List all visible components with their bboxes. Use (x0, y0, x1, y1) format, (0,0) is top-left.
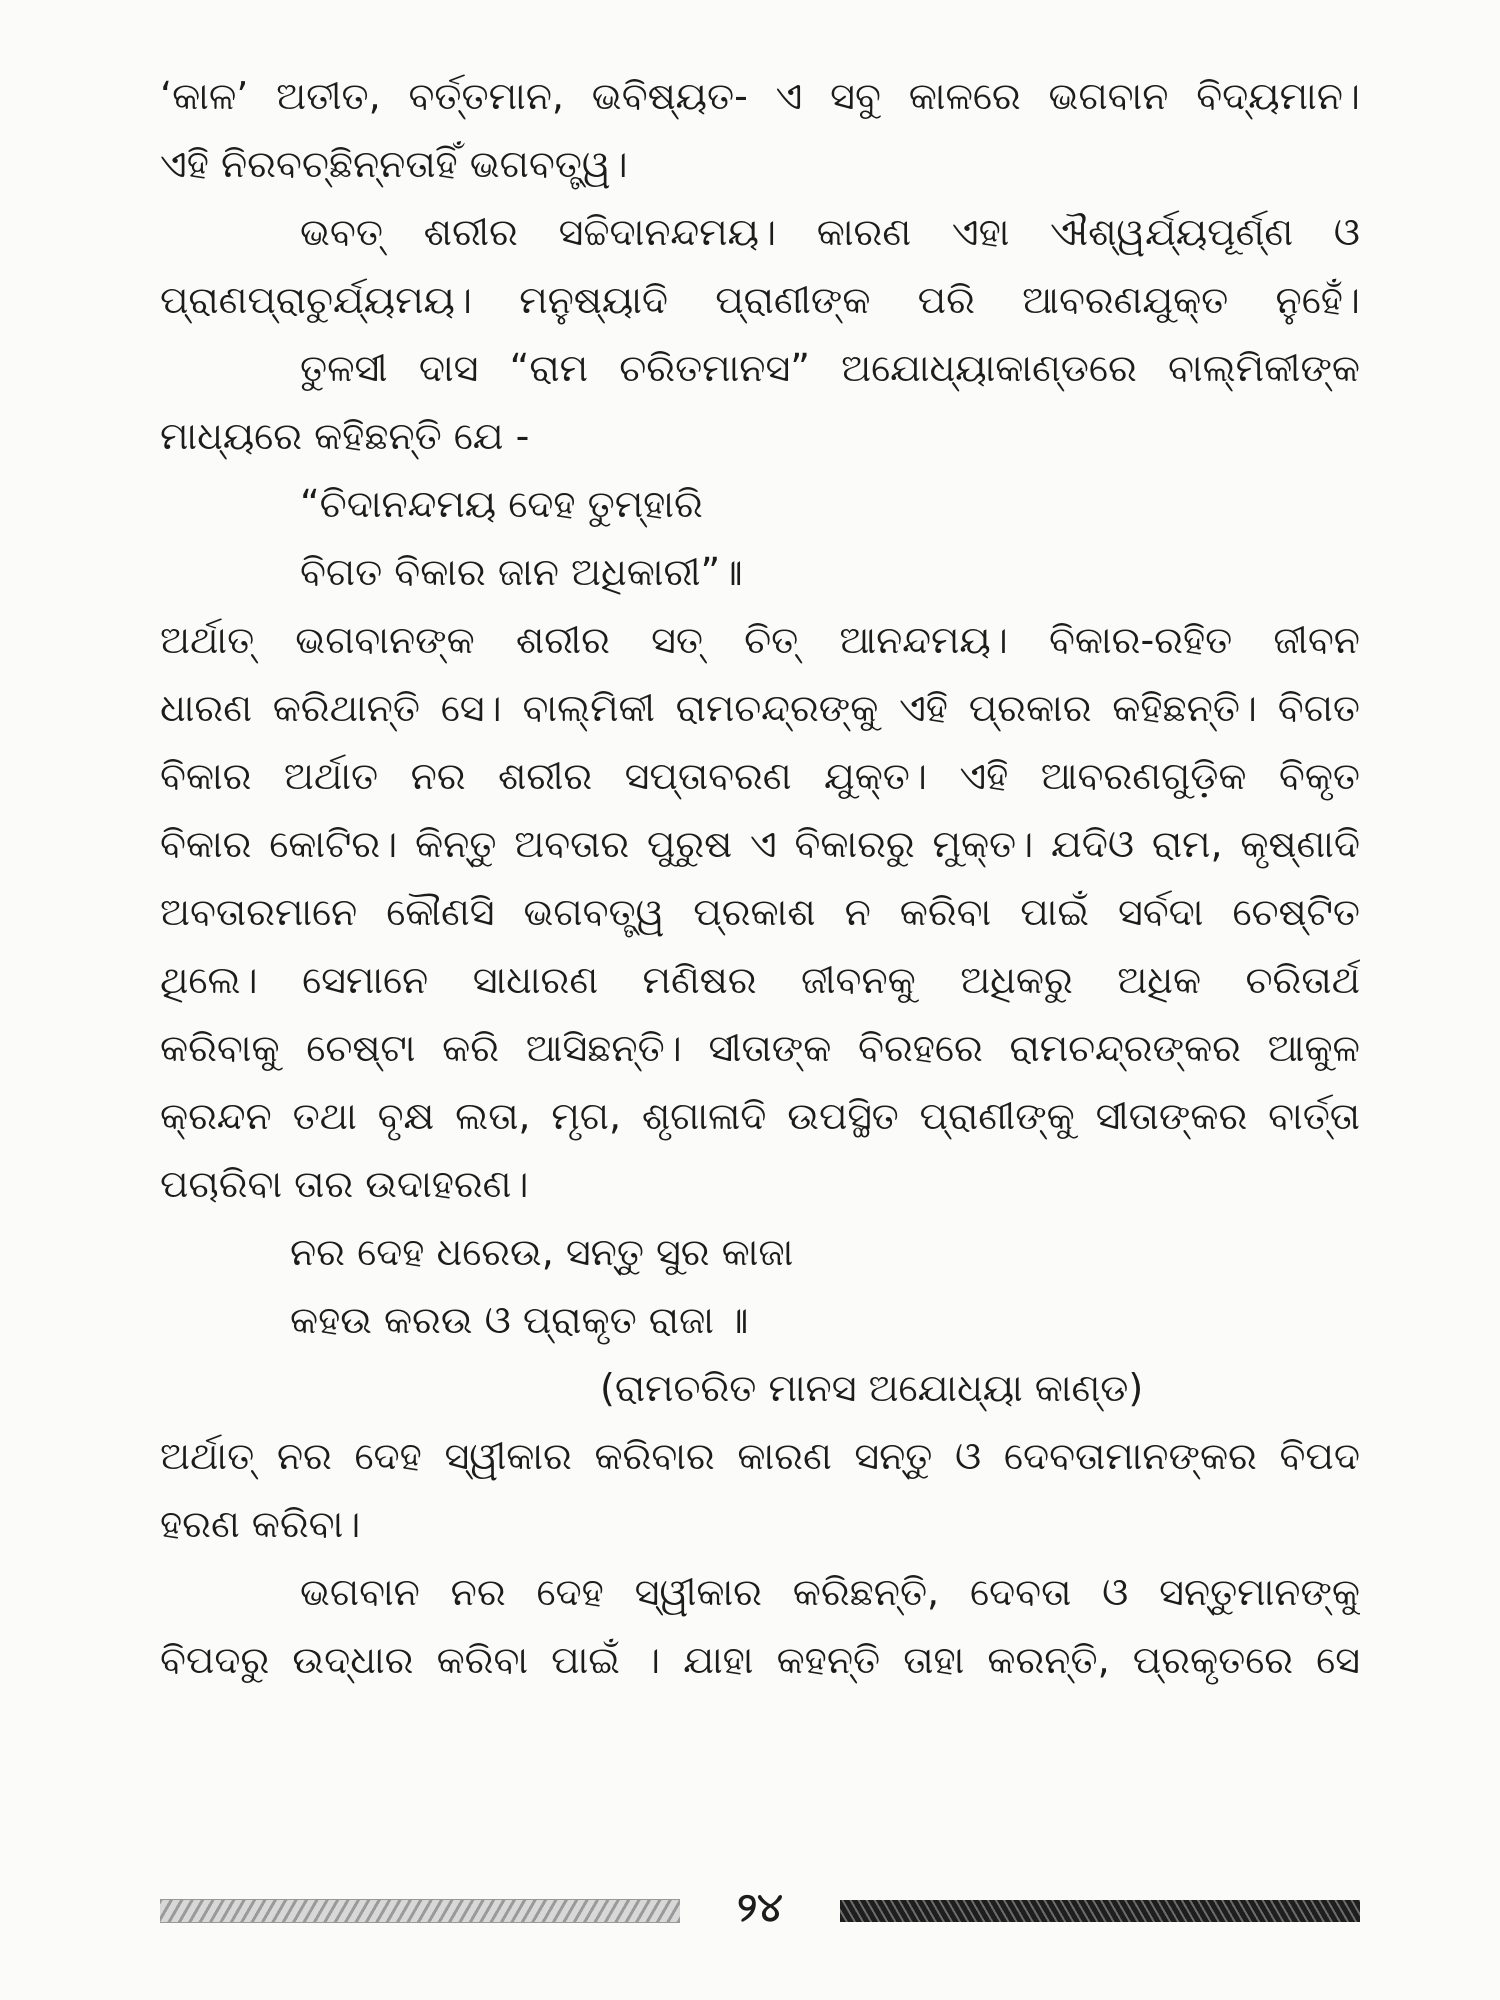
verse-line: ନର ଦେହ ଧରେଉ, ସନ୍ତୁ ସୁର କାଜା (290, 1230, 794, 1274)
text-line: ଧାରଣ କରିଥାନ୍ତି ସେ। ବାଲ୍ମିକୀ ରାମଚନ୍ଦ୍ରଙ୍କୁ ଏହି ପ୍ରକାର କହିଛନ୍ତି। ବିଗତ (160, 686, 1360, 730)
verse-line: ବିଗତ ବିକାର ଜାନ ଅଧିକାରୀ”॥ (300, 550, 743, 594)
footer-band-right (840, 1900, 1360, 1922)
paragraph-start-line: ତୁଳସୀ ଦାସ “ରାମ ଚରିତମାନସ” ଅଯୋଧ୍ୟାକାଣ୍ଡରେ ବାଲ୍ମିକୀଙ୍କ (300, 346, 1360, 390)
paragraph-start-line: ଭବତ୍ ଶରୀର ସଚ୍ଚିଦାନନ୍ଦମୟ। କାରଣ ଏହା ଐଶ୍ୱର୍ଯ୍ୟପୂର୍ଣ୍ଣ ଓ (300, 210, 1360, 254)
verse-line: “ଚିଦାନନ୍ଦମୟ ଦେହ ତୁମ୍ହାରି (300, 482, 703, 526)
text-line: ମାଧ୍ୟରେ କହିଛନ୍ତି ଯେ - (160, 414, 530, 458)
text-line: ଅବତାରମାନେ କୌଣସି ଭଗବତ୍ତ୍ୱ ପ୍ରକାଶ ନ କରିବା ପାଇଁ ସର୍ବଦା ଚେଷ୍ଟିତ (160, 890, 1360, 934)
paragraph-start-line: ଭଗବାନ ନର ଦେହ ସ୍ୱୀକାର କରିଛନ୍ତି, ଦେବତା ଓ ସନ୍ତୁମାନଙ୍କୁ (300, 1570, 1360, 1614)
text-line: ବିକାର ଅର୍ଥାତ ନର ଶରୀର ସପ୍ତାବରଣ ଯୁକ୍ତ। ଏହି ଆବରଣଗୁଡ଼ିକ ବିକୃତ (160, 754, 1360, 798)
text-line: କ୍ରନ୍ଦନ ତଥା ବୃକ୍ଷ ଲତା, ମୃଗ, ଶୃଗାଳାଦି ଉପସ୍ଥିତ ପ୍ରାଣୀଙ୍କୁ ସୀତାଙ୍କର ବାର୍ତ୍ତା (160, 1094, 1360, 1138)
text-line: ପ୍ରାଣପ୍ରାଚୁର୍ଯ୍ୟମୟ। ମନୁଷ୍ୟାଦି ପ୍ରାଣୀଙ୍କ ପରି ଆବରଣଯୁକ୍ତ ନୁହେଁ। (160, 278, 1360, 322)
text-line: ଅର୍ଥାତ୍ ଭଗବାନଙ୍କ ଶରୀର ସତ୍ ଚିତ୍ ଆନନ୍ଦମୟ। ବିକାର-ରହିତ ଜୀବନ (160, 618, 1360, 662)
page-footer (160, 1885, 1360, 1931)
text-line: ପଚାରିବା ତାର ଉଦାହରଣ। (160, 1162, 529, 1206)
text-line: ଅର୍ଥାତ୍ ନର ଦେହ ସ୍ୱୀକାର କରିବାର କାରଣ ସନ୍ତୁ ଓ ଦେବତାମାନଙ୍କର ବିପଦ (160, 1434, 1360, 1478)
page-body (160, 62, 1360, 1694)
text-line: କରିବାକୁ ଚେଷ୍ଟା କରି ଆସିଛନ୍ତି। ସୀତାଙ୍କ ବିରହରେ ରାମଚନ୍ଦ୍ରଙ୍କର ଆକୁଳ (160, 1026, 1360, 1070)
text-line: ହରଣ କରିବା। (160, 1502, 361, 1546)
text-line: ବିକାର କୋଟିର। କିନ୍ତୁ ଅବତାର ପୁରୁଷ ଏ ବିକାରରୁ ମୁକ୍ତ। ଯଦିଓ ରାମ, କୃଷ୍ଣାଦି (160, 822, 1360, 866)
text-line: ବିପଦରୁ ଉଦ୍ଧାର କରିବା ପାଇଁ । ଯାହା କହନ୍ତି ତାହା କରନ୍ତି, ପ୍ରକୃତରେ ସେ (160, 1638, 1360, 1682)
footer-band-left (160, 1899, 680, 1923)
verse-line: କହଉ କରଉ ଓ ପ୍ରାକୃତ ରାଜା ॥ (290, 1298, 749, 1342)
text-line: ‘କାଳ’ ଅତୀତ, ବର୍ତ୍ତମାନ, ଭବିଷ୍ୟତ- ଏ ସବୁ କାଳରେ ଭଗବାନ ବିଦ୍ୟମାନ। (160, 74, 1360, 118)
text-line: ଏହି ନିରବଚ୍ଛିନ୍ନତାହିଁ ଭଗବତ୍ତ୍ୱ। (160, 142, 628, 186)
page-number: ୨୪ (737, 1885, 783, 1931)
verse-source: (ରାମଚରିତ ମାନସ ଅଯୋଧ୍ୟା କାଣ୍ଡ) (600, 1366, 1144, 1410)
text-line: ଥିଲେ। ସେମାନେ ସାଧାରଣ ମଣିଷର ଜୀବନକୁ ଅଧିକରୁ ଅଧିକ ଚରିତାର୍ଥ (160, 958, 1360, 1002)
